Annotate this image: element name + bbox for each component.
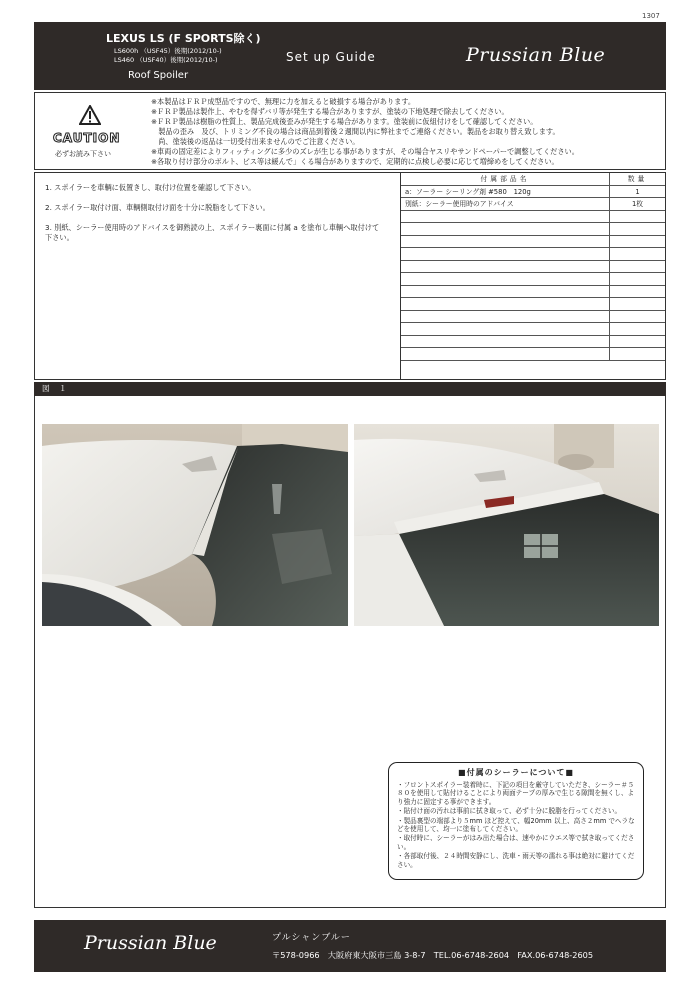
- step-2: 2. スポイラー取付け面、車輌側取付け面を十分に脱脂をして下さい。: [45, 203, 270, 212]
- step-3: 3. 別紙、シーラー使用時のアドバイスを御熟読の上、スポイラー裏面に付属 a を塗布し車輌へ取付けて下さい。: [45, 223, 380, 242]
- parts-table-header: [401, 173, 665, 186]
- document-number: 1307: [642, 12, 660, 20]
- caution-read-label: 必ずお読み下さい: [55, 150, 111, 158]
- empty-cell: [610, 236, 665, 248]
- table-row: [401, 186, 665, 199]
- photo-spoiler-rear: [354, 424, 659, 626]
- empty-cell: [401, 348, 610, 360]
- part-name: Roof Spoiler: [128, 70, 189, 81]
- sealer-note-item: ・フロントスポイラー装着時に、下記の項目を厳守していただき、シーラー＃５８０を使用して貼付けることにより両面テープの厚みで生じる隙間を無くし、より強力に固定する事ができます。: [397, 781, 635, 806]
- empty-cell: [610, 273, 665, 285]
- instruction-steps: [35, 173, 401, 379]
- header-bar: [34, 22, 666, 90]
- caution-line: ※ＦＲＰ製品は樹脂の性質上、製品完成後歪みが発生する場合があります。塗装前に仮組付けをして確認してください。: [151, 117, 538, 126]
- caution-line: 製品の歪み 及び、トリミング不良の場合は商品到着後２週間以内に弊社までご連絡ください。製品をお取り替え致します。: [151, 127, 560, 136]
- empty-cell: [401, 248, 610, 260]
- empty-cell: [401, 286, 610, 298]
- figure-label-bar: 図 １: [34, 382, 666, 396]
- sealer-note-item: ・製品裏型の端部より５mm ほど控えて、幅20mm 以上、高さ２mm でヘラなどを使用して、均一に塗布してください。: [397, 816, 635, 834]
- empty-cell: [401, 336, 610, 348]
- sealer-note-box: [388, 762, 644, 880]
- caution-badge: [35, 93, 143, 169]
- caution-line: ※車両の固定差によりフィッティングに多少のズレが生じる事がありますが、その場合ヤスリやサンドペーパーで調整してください。: [151, 147, 579, 156]
- table-row-empty: [401, 236, 665, 249]
- company-name: プルシャンブルー: [272, 933, 351, 943]
- caution-notes: [151, 97, 579, 167]
- table-row-empty: [401, 261, 665, 274]
- sealer-note-item: ・各部取付後、２４時間安静にし、洗車・雨天等の濡れる事は絶対に避けてください。: [397, 852, 635, 869]
- empty-cell: [610, 211, 665, 223]
- empty-cell: [401, 261, 610, 273]
- empty-cell: [401, 311, 610, 323]
- table-row-empty: [401, 286, 665, 299]
- empty-cell: [610, 323, 665, 335]
- empty-cell: [610, 223, 665, 235]
- table-row-empty: [401, 323, 665, 336]
- caution-line: ※本製品はＦＲＰ成型品ですので、無理に力を加えると破損する場合があります。: [151, 97, 416, 106]
- table-row: [401, 198, 665, 211]
- footer-bar: [34, 920, 666, 972]
- empty-cell: [401, 236, 610, 248]
- part-item-qty: 1: [635, 187, 640, 196]
- caution-line: 尚、塗装後の返品は一切受付出来ませんのでご注意ください。: [151, 137, 360, 146]
- caution-word: CAUTION: [53, 131, 121, 145]
- part-item-name: 別紙：シーラー使用時のアドバイス: [401, 198, 610, 210]
- instructions-section: [34, 172, 666, 380]
- empty-cell: [401, 223, 610, 235]
- step-1: 1. スポイラーを車輌に仮置きし、取付け位置を確認して下さい。: [45, 183, 256, 192]
- brand-logo: Prussian Blue: [466, 44, 606, 66]
- guide-title: Set up Guide: [286, 50, 376, 64]
- table-row-empty: [401, 248, 665, 261]
- table-row-empty: [401, 298, 665, 311]
- part-item-qty: 1枚: [631, 200, 644, 208]
- empty-cell: [401, 211, 610, 223]
- caution-line: ※各取り付け部分のボルト、ビス等は緩んで」くる場合がありますので、定期的に点検し必要に応じて増締めをしてください。: [151, 157, 559, 166]
- table-row-empty: [401, 211, 665, 224]
- empty-cell: [610, 311, 665, 323]
- vehicle-model: LEXUS LS (F SPORTS除く): [106, 32, 261, 45]
- empty-cell: [610, 286, 665, 298]
- table-row-empty: [401, 311, 665, 324]
- company-address: 〒578-0966 大阪府東大阪市三島 3-8-7 TEL.06-6748-2604 FAX.06-6748-2605: [272, 950, 594, 960]
- caution-line: ※ＦＲＰ製品は製作上、やむを得ずバリ等が発生する場合がありますが、塗装の下地処理で除去してください。: [151, 107, 509, 116]
- parts-table: [401, 173, 665, 361]
- empty-cell: [401, 323, 610, 335]
- caution-box: [34, 92, 666, 170]
- empty-cell: [401, 298, 610, 310]
- sealer-note-item: ・取付時に、シーラーがはみ出た場合は、速やかにウエス等で拭き取ってください。: [397, 834, 635, 851]
- table-row-empty: [401, 223, 665, 236]
- empty-cell: [610, 261, 665, 273]
- footer-brand-logo: Prussian Blue: [84, 932, 217, 954]
- part-item-name: a：ソーラー シーリング剤 #580 120g: [401, 186, 610, 198]
- empty-cell: [610, 298, 665, 310]
- photo-spoiler-side: [42, 424, 348, 626]
- vehicle-variant-1: LS600h （USF45）後期(2012/10-): [114, 47, 222, 55]
- empty-cell: [401, 273, 610, 285]
- sealer-note-item: ・貼付け面の汚れは事前に拭き取って、必ず十分に脱脂を行ってください。: [397, 807, 622, 816]
- empty-cell: [610, 348, 665, 360]
- parts-header-name: 付属部品名: [401, 173, 610, 185]
- parts-header-qty: 数量: [627, 175, 648, 183]
- empty-cell: [610, 248, 665, 260]
- empty-cell: [610, 336, 665, 348]
- table-row-empty: [401, 336, 665, 349]
- sealer-note-title: ■付属のシーラーについて■: [458, 768, 574, 777]
- table-row-empty: [401, 348, 665, 361]
- table-row-empty: [401, 273, 665, 286]
- warning-triangle-icon: [79, 105, 101, 125]
- vehicle-variant-2: LS460 （USF40）後期(2012/10-): [114, 56, 218, 64]
